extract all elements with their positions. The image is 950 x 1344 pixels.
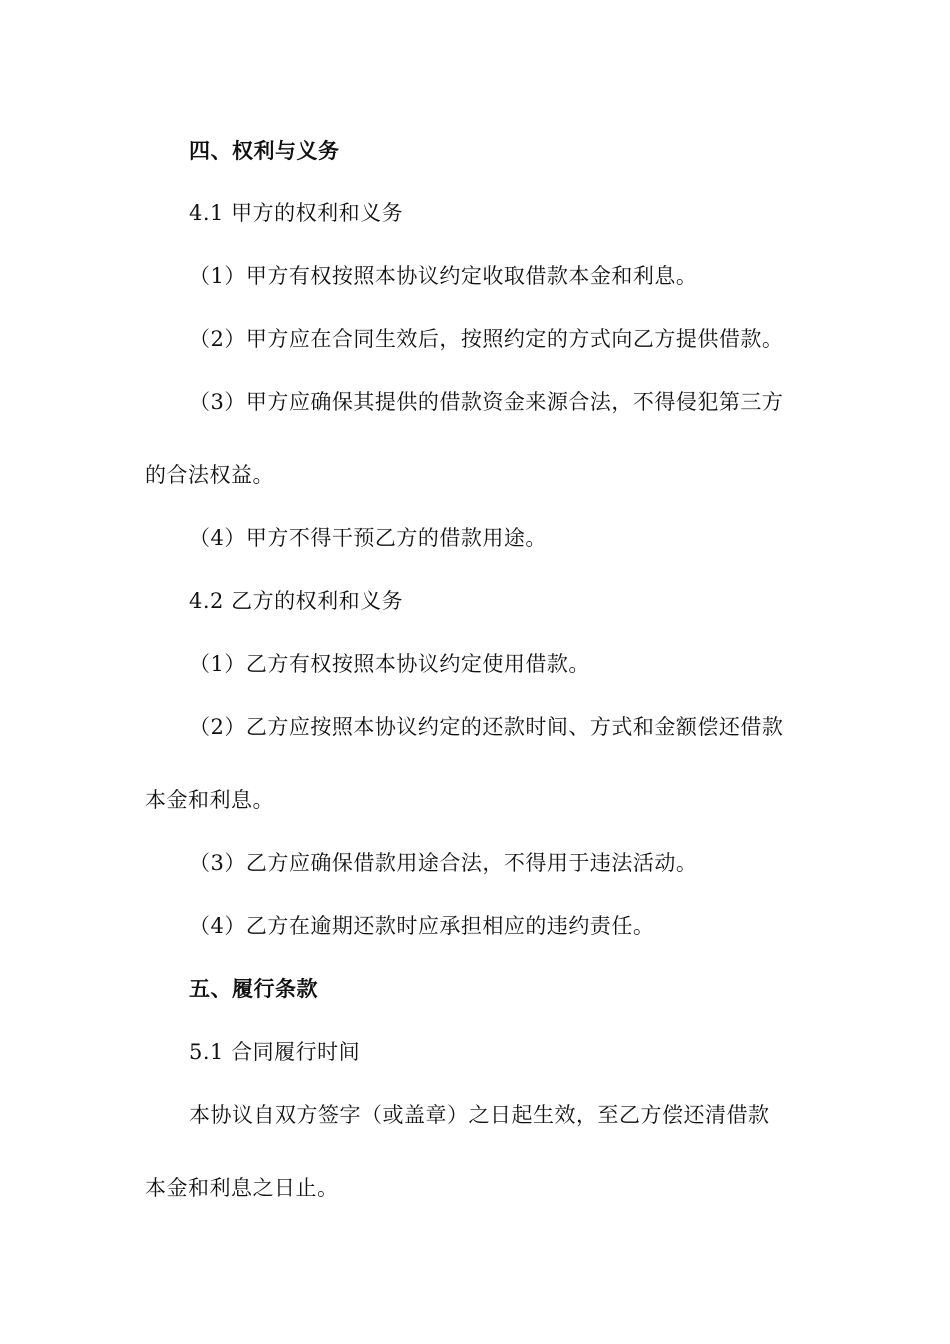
clause-party-a-3-line2: 的合法权益。 — [145, 463, 274, 487]
clause-party-b-2-line2: 本金和利息。 — [145, 788, 274, 812]
clause-party-b-2-line1: （2）乙方应按照本协议约定的还款时间、方式和金额偿还借款 — [189, 715, 784, 739]
subsection-title-party-b: 4.2 乙方的权利和义务 — [189, 589, 404, 613]
paragraph-effective-line1: 本协议自双方签字（或盖章）之日起生效，至乙方偿还清借款 — [189, 1103, 770, 1127]
clause-party-a-1: （1）甲方有权按照本协议约定收取借款本金和利息。 — [189, 264, 698, 288]
clause-party-b-4: （4）乙方在逾期还款时应承担相应的违约责任。 — [189, 914, 655, 938]
clause-party-a-2: （2）甲方应在合同生效后，按照约定的方式向乙方提供借款。 — [189, 327, 784, 351]
subsection-title-party-a: 4.1 甲方的权利和义务 — [189, 201, 404, 225]
subsection-title-performance-time: 5.1 合同履行时间 — [189, 1040, 361, 1064]
clause-party-b-1: （1）乙方有权按照本协议约定使用借款。 — [189, 652, 590, 676]
clause-party-b-3: （3）乙方应确保借款用途合法，不得用于违法活动。 — [189, 851, 698, 875]
clause-party-a-3-line1: （3）甲方应确保其提供的借款资金来源合法，不得侵犯第三方 — [189, 390, 784, 414]
clause-party-a-4: （4）甲方不得干预乙方的借款用途。 — [189, 526, 547, 550]
section-heading-performance: 五、履行条款 — [189, 976, 318, 1001]
section-heading-rights-obligations: 四、权利与义务 — [189, 138, 340, 163]
paragraph-effective-line2: 本金和利息之日止。 — [145, 1176, 339, 1200]
